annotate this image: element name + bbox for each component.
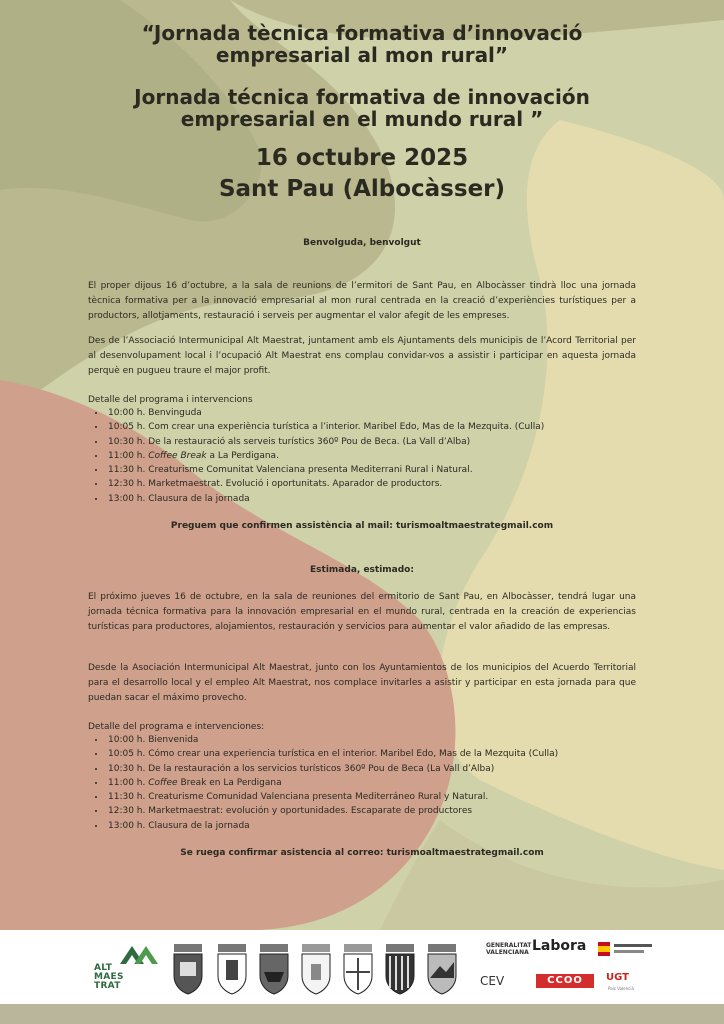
paragraph-es-2: Desde la Asociación Intermunicipal Alt Maestrat, junto con los Ayuntamientos de los municipios del Acuerdo Territorial para el desarrollo local y el empleo Alt Maestrat, nos complace invitarles a asistir y participar en esta jornada para que puedan sacar el máximo provecho. [88, 663, 636, 703]
shield-icon [386, 944, 414, 994]
spanish-government-logo [598, 942, 654, 956]
event-date: 16 octubre 2025 [255, 145, 469, 171]
program-item [106, 776, 558, 790]
program-item-emphasis: Coffee Break [148, 450, 207, 461]
confirm-es: Se ruega confirmar asistencia al correo: turismoaltmaestrategmail.com [180, 848, 544, 858]
program-item [106, 804, 558, 818]
wordmark-line: ALT [94, 963, 113, 973]
program-item-text: 12:30 h. Marketmaestrat. Evolució i oportunitats. Aparador de productors. [108, 479, 443, 490]
program-item-text: 10:05 h. Com crear una experiència turística a l’interior. Maribel Edo, Mas de la Mezquita. (Culla) [108, 422, 545, 433]
shield-icon [174, 944, 202, 994]
bottom-band [0, 1004, 724, 1024]
program-item-text: 12:30 h. Marketmaestrat: evolución y oportunidades. Escaparate de productores [108, 806, 473, 817]
program-item-text: a La Perdigana. [206, 450, 279, 461]
labora-logo: Labora [532, 938, 587, 954]
shield-icon [218, 944, 246, 994]
program-item [106, 406, 544, 420]
program-item [106, 790, 558, 804]
generalitat-line: GENERALITAT [486, 942, 532, 949]
confirm-ca: Preguem que confirmen assistència al mail: turismoaltmaestrategmail.com [170, 521, 554, 531]
ugt-logo: UGT [606, 972, 629, 983]
title-ca-line2: empresarial al mon rural” [215, 43, 509, 67]
program-item-text: 13:00 h. Clausura de la jornada [108, 493, 250, 504]
wordmark-line: MAES [94, 972, 124, 982]
program-item-text: 10:05 h. Cómo crear una experiencia turística en el interior. Maribel Edo, Mas de la Mezquita (Culla) [108, 749, 559, 760]
program-title-ca: Detalle del programa i intervencions [88, 395, 253, 405]
title-es-line2: empresarial en el mundo rural ” [180, 107, 544, 131]
program-title-es: Detalle del programa e intervenciones: [88, 722, 265, 732]
shield-icon [260, 944, 288, 994]
generalitat-line: VALENCIANA [486, 949, 529, 956]
program-list-ca [92, 406, 544, 506]
program-item-text: 10:30 h. De la restauración a los servicios turísticos 360º Pou de Beca (La Vall d’Alba) [108, 763, 495, 774]
paragraph-ca-1: El proper dijous 16 d’octubre, a la sala de reunions de l’ermitori de Sant Pau, en Albocàsser tindrà lloc una jornada tècnica formativa per a la innovació empresarial al mon rural centrada en la creació d’experiències turístiques per a productors, allotjaments, restauració i serveis per augmentar el valor afegit de les empreses. [88, 281, 636, 321]
program-item-text: 11:30 h. Creaturisme Comunidad Valenciana presenta Mediterráneo Rural y Natural. [108, 792, 489, 803]
title-es-line1: Jornada técnica formativa de innovación [134, 85, 590, 109]
shield-icon [302, 944, 330, 994]
program-list-es [92, 733, 558, 833]
program-item-text: 11:00 h. [108, 450, 149, 461]
program-item-text: 11:30 h. Creaturisme Comunitat Valenciana presenta Mediterrani Rural i Natural. [108, 465, 473, 476]
greeting-es: Estimada, estimado: [310, 565, 414, 575]
program-item-text: 13:00 h. Clausura de la jornada [108, 820, 250, 831]
paragraph-es-1: El próximo jueves 16 de octubre, en la sala de reuniones del ermitorio de Sant Pau, en Albocàsser, tendrá lugar una jornada técnica formativa para la innovación empresarial en el mundo rural, centrada en la creación de experiencias turísticas para productores, alojamientos, restauración y servicios para aumentar el valor añadido de las empresas. [88, 592, 636, 632]
title-ca-line1: “Jornada tècnica formativa d’innovació [141, 21, 583, 45]
sponsor-logos [0, 930, 724, 1004]
paragraph-ca-2: Des de l’Associació Intermunicipal Alt Maestrat, juntament amb els Ajuntaments dels municipis de l’Acord Territorial per al desenvolupament local i l’ocupació Alt Maestrat ens complau convidar-vos a assistir i participar en aquesta jornada perquè en pugueu traure el major profit. [88, 336, 636, 376]
greeting-ca: Benvolguda, benvolgut [303, 238, 421, 248]
program-item-text: Break en La Perdigana [177, 777, 282, 788]
wordmark-line: TRAT [94, 981, 121, 991]
program-item [106, 420, 544, 434]
cev-logo: CEV [480, 974, 505, 988]
program-item [106, 435, 544, 449]
program-item-text: 10:30 h. De la restauració als serveis turístics 360º Pou de Beca. (La Vall d’Alba) [108, 436, 471, 447]
program-item [106, 449, 544, 463]
program-item [106, 733, 558, 747]
alt-maestrat-wordmark [94, 964, 138, 991]
shield-icon [344, 944, 372, 994]
program-item-text: 11:00 h. [108, 777, 149, 788]
ugt-subtitle: País Valencià [608, 986, 634, 991]
ccoo-logo: CCOO [536, 974, 594, 988]
program-item-text: 10:00 h. Bienvenida [108, 735, 199, 745]
program-item [106, 463, 544, 477]
program-item-text: 10:00 h. Benvinguda [108, 408, 202, 418]
program-item [106, 819, 558, 833]
program-item-emphasis: Coffee [148, 777, 178, 788]
program-item [106, 492, 544, 506]
shield-icon [428, 944, 456, 994]
program-item [106, 477, 544, 491]
event-place: Sant Pau (Albocàsser) [218, 176, 506, 202]
program-item [106, 747, 558, 761]
program-item [106, 762, 558, 776]
municipal-shields [170, 942, 470, 998]
